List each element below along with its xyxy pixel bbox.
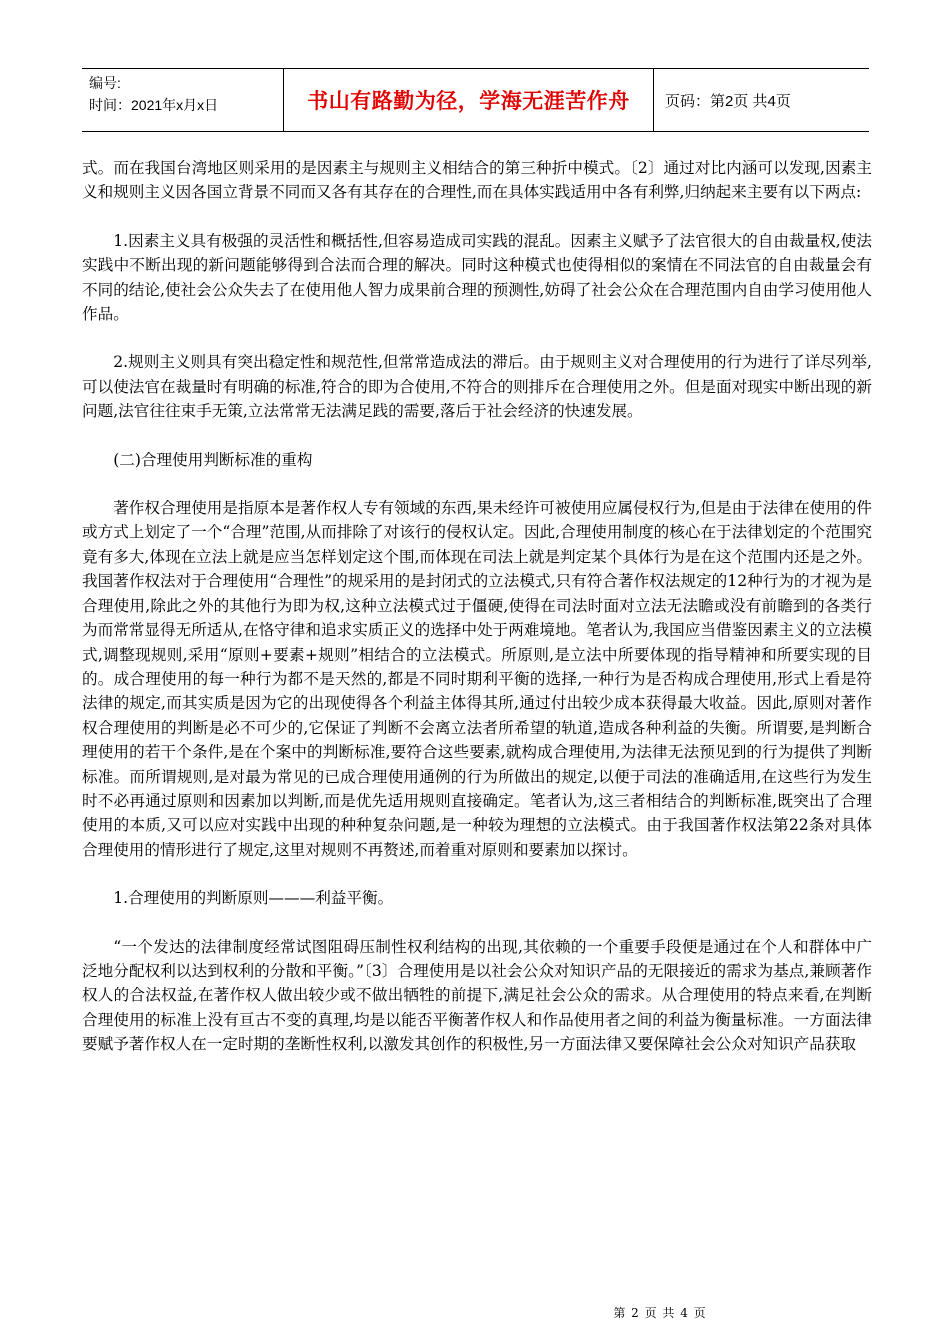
page-header	[82, 68, 869, 132]
page-footer	[0, 1304, 950, 1321]
document-number-label: 编号:	[89, 75, 121, 91]
header-motto-cell	[283, 69, 654, 131]
paragraph: 式。而在我国台湾地区则采用的是因素主与规则主义相结合的第三种折中模式。〔2〕通过对比内涵可以发现,因素主义和规则主义因各国立背景不同而又各有其存在的合理性,而在具体实践适用中各有利弊,归纳起来主要有以下两点:	[82, 159, 872, 202]
header-meta	[82, 69, 283, 131]
paragraph: 2.规则主义则具有突出稳定性和规范性,但常常造成法的滞后。由于规则主义对合理使用的行为进行了详尽列举,可以使法官在裁量时有明确的标准,符合的即为合使用,不符合的则排斥在合理使用之外。但是面对现实中断出现的新问题,法官往往束手无策,立法常常无法满足践的需要,落后于社会经济的快速发展。	[82, 353, 872, 421]
document-date: 时间：2021年x月x日	[89, 97, 219, 113]
paragraph: 著作权合理使用是指原本是著作权人专有领域的东西,果未经许可被使用应属侵权行为,但是由于法律在使用的件或方式上划定了一个“合理”范围,从而排除了对该行的侵权认定。因此,合理使用制度的核心在于法律划定的个范围究竟有多大,体现在立法上就是应当怎样划定这个围,而体现在司法上就是判定某个具体行为是在这个范围内还是之外。我国著作权法对于合理使用“合理性”的规采用的是封闭式的立法模式,只有符合著作权法规定的12种行为的才视为是合理使用,除此之外的其他行为即为权,这种立法模式过于僵硬,使得在司法时面对立法无法瞻或没有前瞻到的各类行为而常常显得无所适从,在恪守律和追求实质正义的选择中处于两难境地。笔者认为,我国应当借鉴因素主义的立法模式,调整现规则,采用“原则+要素+规则”相结合的立法模式。所原则,是立法中所要体现的指导精神和所要实现的目的。成合理使用的每一种行为都不是天然的,都是不同时期利平衡的选择,一种行为是否构成合理使用,形式上看是符法律的规定,而其实质是因为它的出现使得各个利益主体得其所,通过付出较少成本获得最大收益。因此,原则对著作权合理使用的判断是必不可少的,它保证了判断不会离立法者所希望的轨道,造成各种利益的失衡。所谓要,是判断合理使用的若干个条件,是在个案中的判断标准,要符合这些要素,就构成合理使用,为法律无法预见到的行为提供了判断标准。而所谓规则,是对最为常见的已成合理使用通例的行为所做出的规定,以便于司法的准确适用,在这些行为发生时不必再通过原则和因素加以判断,而是优先适用规则直接确定。笔者认为,这三者相结合的判断标准,既突出了合理使用的本质,又可以应对实践中出现的种种复杂问题,是一种较为理想的立法模式。由于我国著作权法第22条对具体合理使用的情形进行了规定,这里对规则不再赘述,而着重对原则和要素加以探讨。	[82, 499, 872, 859]
section-heading: (二)合理使用判断标准的重构	[113, 450, 313, 469]
footer-page-number: 第 2 页 共 4 页	[613, 1306, 707, 1320]
header-page-cell	[654, 69, 869, 131]
document-body	[82, 156, 872, 1081]
header-page-number: 页码：第2页 共4页	[665, 92, 791, 110]
subsection-heading: 1.合理使用的判断原则———利益平衡。	[113, 889, 394, 908]
paragraph: “一个发达的法律制度经常试图阻碍压制性权利结构的出现,其依赖的一个重要手段便是通过在个人和群体中广泛地分配权利以达到权利的分散和平衡。”〔3〕合理使用是以社会公众对知识产品的无限接近的需求为基点,兼顾著作权人的合法权益,在著作权人做出较少或不做出牺牲的前提下,满足社会公众的需求。从合理使用的特点来看,在判断合理使用的标准上没有亘古不变的真理,均是以能否平衡著作权人和作品使用者之间的利益为衡量标准。一方面法律要赋予著作权人在一定时期的垄断性权利,以激发其创作的积极性,另一方面法律又要保障社会公众对知识产品获取	[82, 937, 872, 1054]
header-motto: 书山有路勤为径，学海无涯苦作舟	[307, 89, 630, 113]
paragraph: 1.因素主义具有极强的灵活性和概括性,但容易造成司实践的混乱。因素主义赋予了法官很大的自由裁量权,使法实践中不断出现的新问题能够得到合法而合理的解决。同时这种模式也使得相似的案情在不同法官的自由裁量会有不同的结论,使社会公众失去了在使用他人智力成果前合理的预测性,妨碍了社会公众在合理范围内自由学习使用他人作品。	[82, 231, 872, 324]
